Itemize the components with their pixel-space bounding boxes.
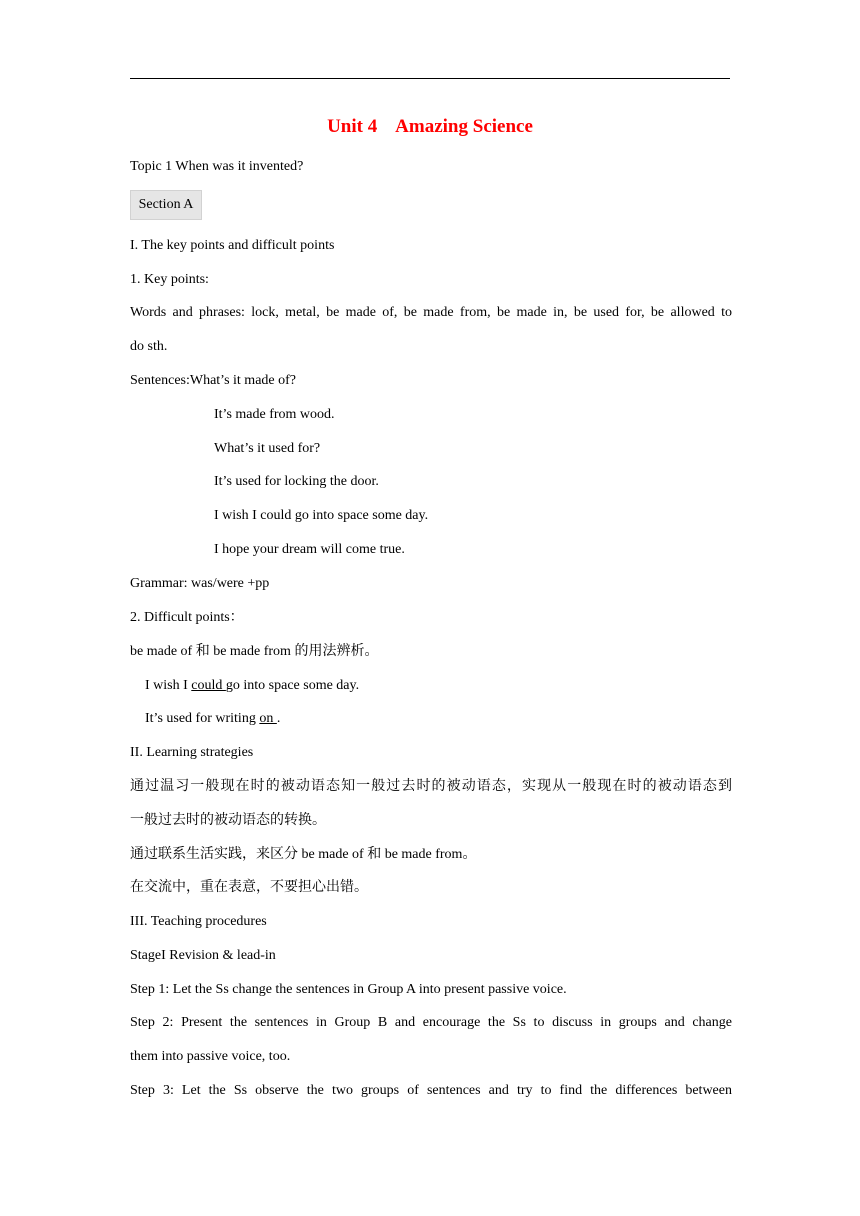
strategy-1-line1: 通过温习一般现在时的被动语态知一般过去时的被动语态，实现从一般现在时的被动语态到 xyxy=(130,779,732,794)
sentence-item: It’s made from wood. xyxy=(214,407,335,422)
sentence-item: What’s it used for? xyxy=(214,441,321,456)
strategy-3: 在交流中，重在表意，不要担心出错。 xyxy=(130,880,368,895)
section-label: Section A xyxy=(138,197,194,212)
strategy-2: 通过联系生活实践，来区分 be made of 和 be made from。 xyxy=(130,847,477,862)
sentence-item: It’s used for locking the door. xyxy=(214,474,379,489)
text-segment: . xyxy=(276,711,281,726)
key-points-label: 1. Key points: xyxy=(130,272,209,287)
underlined-word: on xyxy=(259,711,277,726)
sentences-label: Sentences:What’s it made of? xyxy=(130,373,296,388)
difficult-point-2 xyxy=(145,676,747,696)
part2-heading: II. Learning strategies xyxy=(130,745,254,760)
text-segment: I wish I xyxy=(145,678,192,693)
underlined-word: could xyxy=(191,678,226,693)
step-3-line1: Step 3: Let the Ss observe the two groups of sentences and try to find the differences between xyxy=(130,1083,732,1098)
difficult-point-1: be made of 和 be made from 的用法辨析。 xyxy=(130,644,379,659)
stage-heading: StageI Revision & lead-in xyxy=(130,948,276,963)
section-label-box xyxy=(130,190,202,220)
sentence-item: I hope your dream will come true. xyxy=(214,542,405,557)
step-1: Step 1: Let the Ss change the sentences in Group A into present passive voice. xyxy=(130,982,567,997)
sentence-item: I wish I could go into space some day. xyxy=(214,508,429,523)
header-rule xyxy=(130,78,730,79)
words-phrases-line1: Words and phrases: lock, metal, be made of, be made from, be made in, be used for, be allowed to xyxy=(130,305,732,320)
part3-heading: III. Teaching procedures xyxy=(130,914,267,929)
difficult-points-label: 2. Difficult points： xyxy=(130,610,244,625)
part1-heading: I. The key points and difficult points xyxy=(130,238,335,253)
text-segment: It’s used for writing xyxy=(145,711,260,726)
difficult-point-3 xyxy=(145,709,747,729)
step-2-line1: Step 2: Present the sentences in Group B and encourage the Ss to discuss in groups and change xyxy=(130,1015,732,1030)
text-segment: go into space some day. xyxy=(225,678,360,693)
grammar-line: Grammar: was/were +pp xyxy=(130,576,270,591)
unit-title: Unit 4 Amazing Science xyxy=(327,116,533,137)
step-2-line2: them into passive voice, too. xyxy=(130,1049,291,1064)
topic-title: Topic 1 When was it invented? xyxy=(130,159,304,174)
strategy-1-line2: 一般过去时的被动语态的转换。 xyxy=(130,813,326,828)
words-phrases-line2: do sth. xyxy=(130,339,168,354)
